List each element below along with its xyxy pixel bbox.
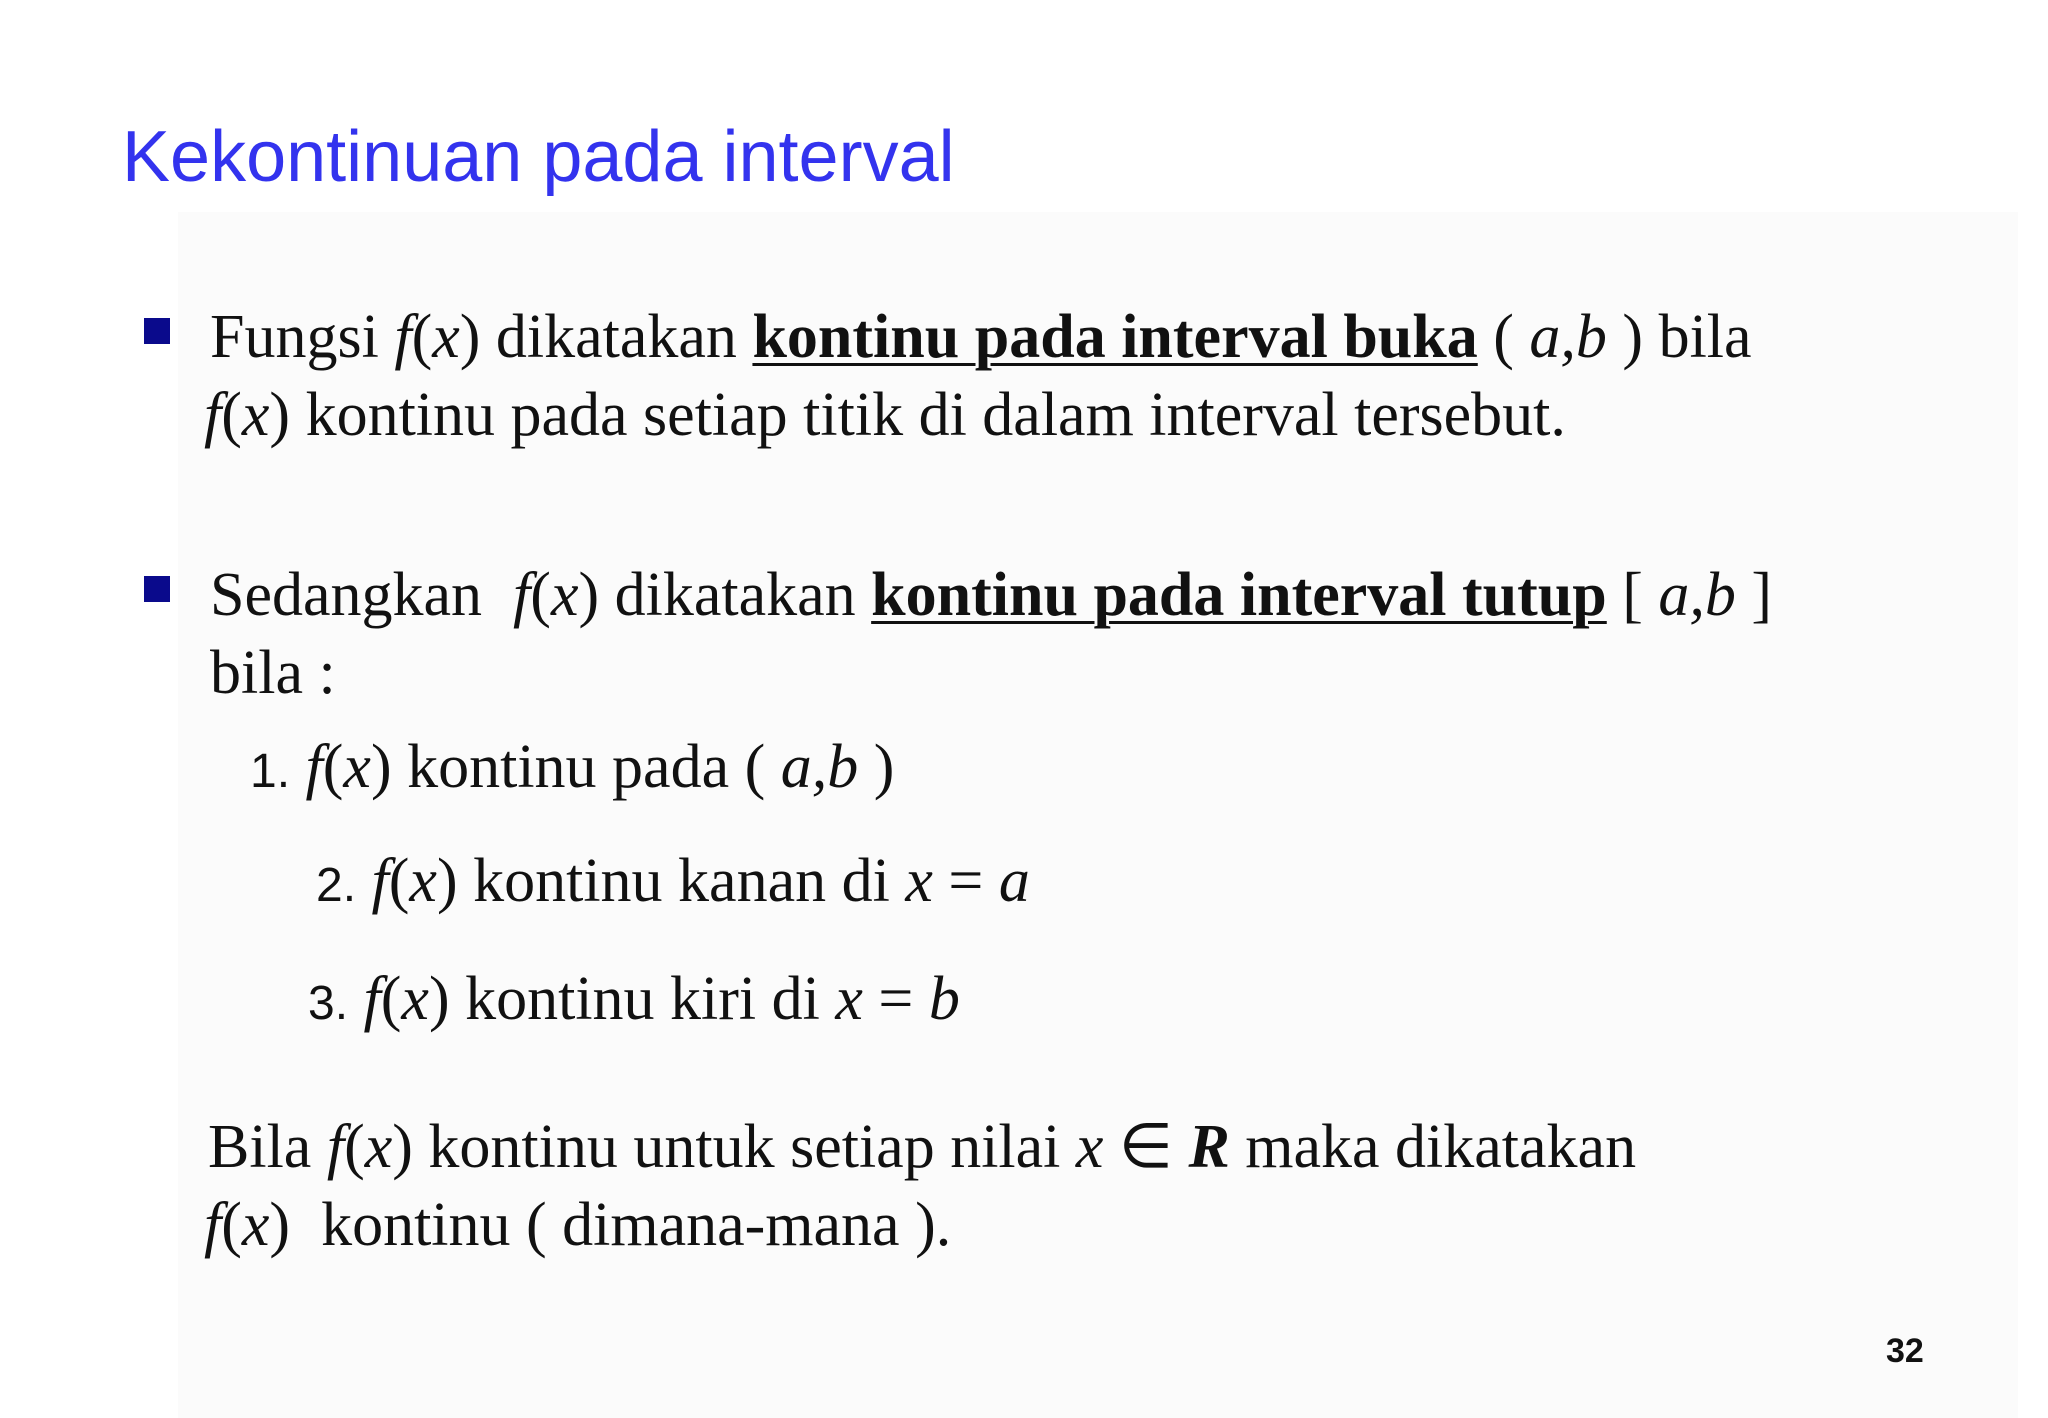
text: ( xyxy=(411,303,433,371)
text: ] xyxy=(1735,561,1773,629)
text: ) kontinu kiri di xyxy=(428,965,836,1033)
text: ( xyxy=(1477,303,1530,371)
text: ) kontinu pada ( xyxy=(370,733,781,801)
conclusion-line2 xyxy=(204,1188,951,1262)
text: = xyxy=(932,847,999,915)
math-a: a xyxy=(998,847,1030,915)
bullet2-line1 xyxy=(210,558,1772,632)
condition-1 xyxy=(250,730,894,804)
math-x: x xyxy=(401,965,429,1033)
math-x: x xyxy=(1075,1113,1104,1181)
text: ( xyxy=(221,381,242,449)
math-x: x xyxy=(364,1113,393,1181)
text: ( xyxy=(344,1113,365,1181)
text: ) xyxy=(578,561,600,629)
list-number: 1. xyxy=(250,745,291,798)
condition-2 xyxy=(316,844,1030,918)
text: ) kontinu ( dimana-mana ). xyxy=(269,1191,952,1259)
math-f: f xyxy=(363,965,381,1033)
math-ab: a,b xyxy=(1529,303,1607,371)
text: ) bila xyxy=(1606,303,1752,371)
text: [ xyxy=(1606,561,1659,629)
text: ) xyxy=(858,733,895,801)
math-f: f xyxy=(394,303,412,371)
text: ( xyxy=(322,733,344,801)
math-x: x xyxy=(241,1191,270,1259)
math-b: b xyxy=(928,965,960,1033)
math-f: f xyxy=(326,1113,345,1181)
text: ) kontinu kanan di xyxy=(436,847,906,915)
math-x: x xyxy=(432,303,460,371)
text: maka dikatakan xyxy=(1229,1113,1637,1181)
list-number: 2. xyxy=(316,859,357,912)
text: Sedangkan xyxy=(210,561,514,629)
page-number: 32 xyxy=(1886,1332,1924,1370)
math-x: x xyxy=(550,561,579,629)
bullet1-line1 xyxy=(210,300,1752,374)
text: ) xyxy=(459,303,481,371)
text: Fungsi xyxy=(210,303,395,371)
text: Bila xyxy=(208,1113,327,1181)
bullet-square-icon xyxy=(144,576,170,602)
bullet2-line2: bila : xyxy=(210,639,336,707)
math-ab: a,b xyxy=(1658,561,1736,629)
math-f: f xyxy=(371,847,389,915)
math-x: x xyxy=(343,733,371,801)
bullet1-line2 xyxy=(204,378,1566,452)
math-f: f xyxy=(513,561,531,629)
bullet-square-icon xyxy=(144,318,170,344)
text: dikatakan xyxy=(599,561,872,629)
conclusion-line1 xyxy=(208,1110,1636,1184)
slide-title: Kekontinuan pada interval xyxy=(122,117,955,197)
element-of-symbol: ∈ xyxy=(1103,1113,1189,1181)
math-f: f xyxy=(204,1191,222,1259)
math-f: f xyxy=(305,733,323,801)
text: dikatakan xyxy=(480,303,753,371)
math-x: x xyxy=(905,847,933,915)
emphasis-open-interval: kontinu pada interval buka xyxy=(752,303,1478,371)
math-f: f xyxy=(204,381,222,449)
list-number: 3. xyxy=(308,977,349,1030)
text: = xyxy=(862,965,929,1033)
text: ( xyxy=(380,965,402,1033)
math-ab: a,b xyxy=(780,733,859,801)
text: ( xyxy=(388,847,410,915)
math-x: x xyxy=(241,381,270,449)
condition-3 xyxy=(308,962,960,1036)
math-x: x xyxy=(409,847,437,915)
text: ( xyxy=(530,561,551,629)
math-x: x xyxy=(835,965,863,1033)
text: ( xyxy=(221,1191,242,1259)
text: ) kontinu pada setiap titik di dalam interval tersebut. xyxy=(269,381,1566,449)
emphasis-closed-interval: kontinu pada interval tutup xyxy=(871,561,1607,629)
text: ) kontinu untuk setiap nilai xyxy=(392,1113,1076,1181)
math-real-numbers: R xyxy=(1188,1113,1230,1181)
